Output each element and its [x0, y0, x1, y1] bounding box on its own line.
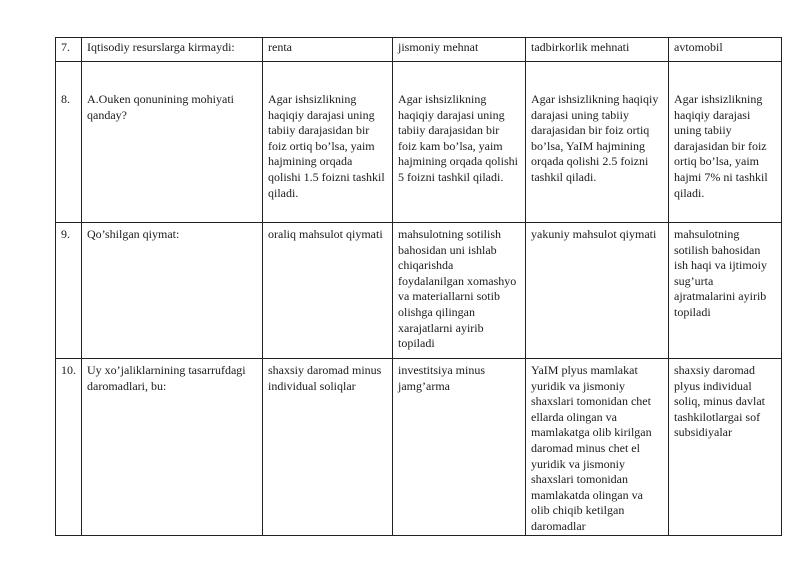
- question-table: [55, 37, 782, 536]
- answer-option-b: Agar ishsizlikning haqiqiy darajasi uning tabiiy darajasidan bir foiz kam bo’lsa, yaim hajmining orqada qolishi 5 foizni tashkil qiladi.: [393, 62, 526, 223]
- answer-option-c: [526, 359, 669, 536]
- answer-option-a: Agar ishsizlikning haqiqiy darajasi uning tabiiy darajasidan bir foiz ortiq bo’lsa, yaim hajmining orqada qolishi 1.5 foizni tashkil qiladi.: [263, 62, 393, 223]
- answer-option-a-text: shaxsiy daromad minus individual soliqlar: [268, 363, 382, 393]
- table-row: [56, 38, 782, 62]
- answer-option-c: Agar ishsizlikning haqiqiy darajasi uning tabiiy darajasidan bir foiz ortiq bo’lsa, YaIM hajmining orqada qolishi 2.5 foizni tashkil qiladi.: [526, 62, 669, 223]
- question-text-content: Qo’shilgan qiymat:: [87, 227, 180, 241]
- answer-option-d: [669, 359, 782, 536]
- answer-option-d-text: shaxsiy daromad plyus individual soliq, minus davlat tashkilotlargai sof subsidiyalar: [674, 363, 765, 440]
- answer-option-c: [526, 223, 669, 359]
- answer-option-a: [263, 223, 393, 359]
- answer-option-a: [263, 359, 393, 536]
- question-number-text: 9.: [61, 227, 70, 241]
- table-row: [56, 223, 782, 359]
- answer-option-d: Agar ishsizlikning haqiqiy darajasi uning tabiiy darajasidan bir foiz ortiq bo’lsa, yaim hajmi 7% ni tashkil qiladi.: [669, 62, 782, 223]
- answer-option-d: [669, 223, 782, 359]
- question-text: [82, 359, 263, 536]
- question-text: Iqtisodiy resurslarga kirmaydi:: [82, 38, 263, 62]
- question-text: [82, 223, 263, 359]
- answer-option-b: [393, 359, 526, 536]
- question-text-content: Uy xo’jaliklarnining tasarrufdagi daromadlari, bu:: [87, 363, 246, 393]
- answer-option-d-text: mahsulotning sotilish bahosidan ish haqi va ijtimoiy sug’urta ajratmalarini ayirib topiladi: [674, 227, 767, 319]
- answer-option-c: tadbirkorlik mehnati: [526, 38, 669, 62]
- answer-option-b: [393, 223, 526, 359]
- answer-option-a-text: oraliq mahsulot qiymati: [268, 227, 383, 241]
- question-number-text: 10.: [61, 363, 76, 377]
- table-row: [56, 359, 782, 536]
- question-number: 7.: [56, 38, 82, 62]
- answer-option-b-text: investitsiya minus jamg’arma: [398, 363, 485, 393]
- table-row: [56, 62, 782, 223]
- question-text: A.Ouken qonunining mohiyati qanday?: [82, 62, 263, 223]
- answer-option-b: jismoniy mehnat: [393, 38, 526, 62]
- question-number: [56, 223, 82, 359]
- question-number: 8.: [56, 62, 82, 223]
- answer-option-a: renta: [263, 38, 393, 62]
- question-number: [56, 359, 82, 536]
- answer-option-d: avtomobil: [669, 38, 782, 62]
- answer-option-b-text: mahsulotning sotilish bahosidan uni ishlab chiqarishda foydalanilgan xomashyo va materiallarni sotib olishga qilingan xarajatlarni ayirib topiladi: [398, 227, 517, 351]
- answer-option-c-text: yakuniy mahsulot qiymati: [531, 227, 657, 241]
- answer-option-c-text: YaIM plyus mamlakat yuridik va jismoniy shaxslari tomonidan chet ellarda olingan va mamlakatga olib kirilgan daromad minus chet el yuridik va jismoniy shaxslari tomonidan mamlakatda olingan va olib chiqib ketilgan daromadlar: [531, 363, 652, 533]
